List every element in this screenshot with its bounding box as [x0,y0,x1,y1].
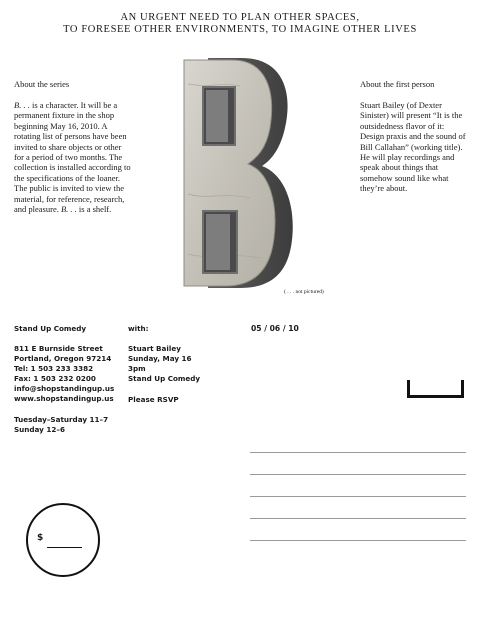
stamp-placeholder-icon [407,380,464,398]
address-website: www.shopstandingup.us [14,394,114,403]
series-name-2: B. . . [60,204,77,215]
event-presenter: Stuart Bailey [128,344,181,353]
headline [0,12,480,36]
event-time: 3pm [128,364,146,373]
with-label: with: [128,324,149,333]
venue-address [14,344,114,404]
postmark-date: 05 / 06 / 10 [251,324,299,333]
price-blank-line [47,547,82,548]
hours-weekday: Tuesday–Saturday 11–7 [14,415,109,424]
event-details [128,344,200,384]
series-name-1: B. . . [14,100,30,110]
series-text-1: is a character. It will be a permanent fixture in the shop beginning May 16, 2010. A rotating list of persons have been invited to share objects or other for a period of two months. The collection is installed according to the specifications of the loaner. The public is invited to view the material, for reference, research, and pleasure. [14,100,131,215]
series-description [14,100,132,214]
first-person-description: Stuart Bailey (of Dexter Sinister) will present “It is the outsidedness flavor of it: Design praxis and the sound of Bill Callahan” (working title). He will play recordings and speak about things that somehow sound like what they’re about. [360,100,466,194]
address-city: Portland, Oregon 97214 [14,354,112,363]
address-tel: Tel: 1 503 233 3382 [14,364,94,373]
event-day: Sunday, May 16 [128,354,192,363]
headline-line-2: TO FORESEE OTHER ENVIRONMENTS, TO IMAGINE OTHER LIVES [63,24,417,35]
first-person-title: About the first person [360,79,435,89]
address-line [250,452,466,453]
headline-line-1: AN URGENT NEED TO PLAN OTHER SPACES, [120,12,360,23]
series-title: About the series [14,79,70,89]
address-line [250,518,466,519]
address-fax: Fax: 1 503 232 0200 [14,374,96,383]
venue-name: Stand Up Comedy [14,324,87,333]
address-line [250,540,466,541]
series-text-2: is a shelf. [76,204,112,215]
address-line [250,496,466,497]
address-line [250,474,466,475]
plywood-letter-b-image [180,54,300,292]
hours-sunday: Sunday 12–6 [14,425,65,434]
price-currency: $ [37,533,44,543]
venue-hours [14,415,108,435]
rsvp-note: Please RSVP [128,395,179,404]
address-street: 811 E Burnside Street [14,344,103,353]
event-venue: Stand Up Comedy [128,374,201,383]
address-email: info@shopstandingup.us [14,384,115,393]
image-caption: ( . . . not pictured) [284,289,324,295]
